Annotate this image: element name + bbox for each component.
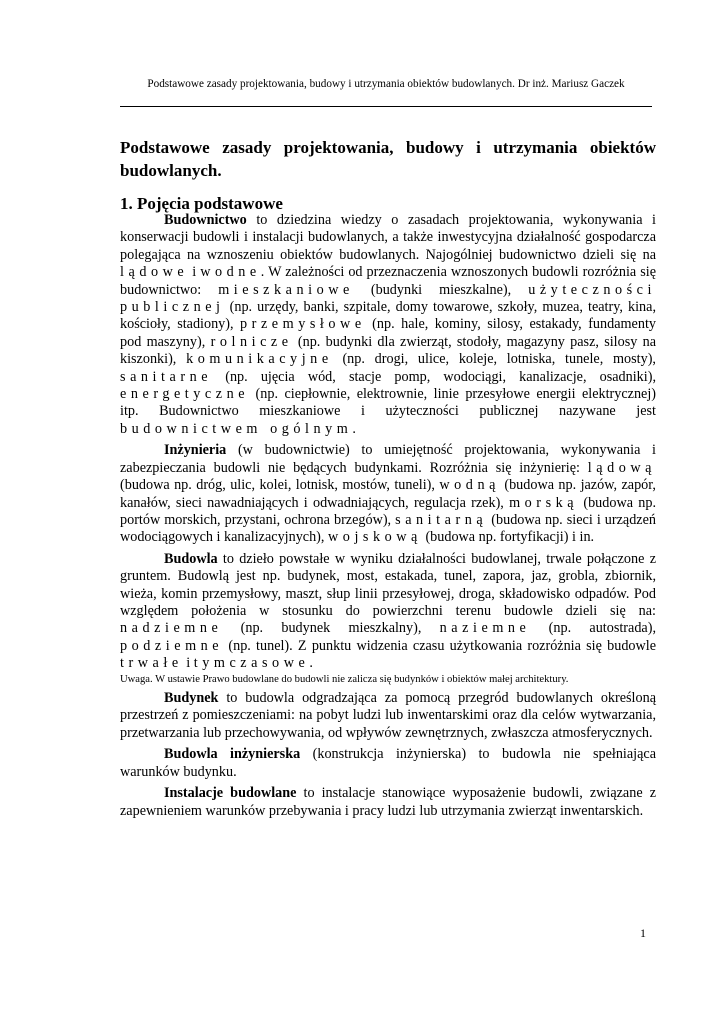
spaced-term: przemysłowe bbox=[240, 316, 366, 333]
spaced-term: wodną bbox=[439, 477, 500, 494]
spaced-term: naziemne bbox=[439, 620, 531, 637]
spaced-term: wodne bbox=[200, 264, 261, 281]
term-budowla: Budowla bbox=[164, 550, 218, 567]
spaced-term: energetyczne bbox=[120, 386, 250, 403]
spaced-term: lądową bbox=[587, 459, 656, 476]
spaced-term: nadziemne bbox=[120, 620, 223, 637]
term-inzynieria: Inżynieria bbox=[164, 442, 227, 459]
section-body bbox=[120, 212, 656, 820]
spaced-term: rolnicze bbox=[210, 333, 293, 350]
page-number: 1 bbox=[640, 926, 646, 940]
spaced-term: mieszkaniowe bbox=[218, 281, 354, 298]
running-header: Podstawowe zasady projektowania, budowy i utrzymania obiektów budowlanych. Dr inż. Mariusz Gaczek bbox=[147, 78, 625, 90]
paragraph-budowla-inzynierska: Budowla inżynierska (konstrukcja inżynierska) to budowla nie spełniająca warunków budynku. bbox=[120, 746, 656, 780]
document-title: Podstawowe zasady projektowania, budowy i utrzymania obiektów budowlanych. bbox=[120, 138, 656, 180]
spaced-term: lądowe bbox=[120, 264, 189, 281]
spaced-term: trwałe bbox=[120, 655, 183, 672]
spaced-term: budownictwem ogólnym bbox=[120, 420, 353, 437]
spaced-term: podziemne bbox=[120, 637, 224, 654]
spaced-term: sanitarne bbox=[120, 368, 213, 385]
spaced-term: tymczasowe bbox=[193, 655, 310, 672]
spaced-term: użyteczności publicznej bbox=[120, 281, 656, 316]
section-heading: 1. Pojęcia podstawowe bbox=[120, 194, 283, 213]
term-instalacje-budowlane: Instalacje budowlane bbox=[164, 785, 297, 802]
paragraph-budownictwo: Budownictwo to dziedzina wiedzy o zasadach projektowania, wykonywania i konserwacji budowli i instalacji budowlanych, a także inwestycyjna działalność gospodarcza polegająca na wznoszeniu obiektów budowlanych. Najogólniej budownictwo dzieli się na lądowe i wodne. W zależności od przeznaczenia wznoszonych budowli rozróżnia się budownictwo: mieszkaniowe (budynki mieszkalne), użyteczności publicznej (np. urzędy, banki, szpitale, domy towarowe, szkoły, muzea, teatry, kina, kościoły, stadiony), przemysłowe (np. hale, kominy, silosy, estakady, fundamenty pod maszyny), rolnicze (np. budynki dla zwierząt, stodoły, magazyny pasz, silosy na kiszonki), komunikacyjne (np. drogi, ulice, koleje, lotniska, tunele, mosty), sanitarne (np. ujęcia wód, stacje pomp, wodociągi, kanalizacje, osadniki), energetyczne (np. ciepłownie, elektrownie, linie przesyłowe energii elektrycznej) itp. Budownictwo mieszkaniowe i użyteczności publicznej nazywane jest budownictwem ogólnym. bbox=[120, 212, 656, 437]
spaced-term: sanitarną bbox=[395, 511, 488, 528]
term-budownictwo: Budownictwo bbox=[164, 212, 247, 228]
term-budynek: Budynek bbox=[164, 690, 219, 707]
note-text: Uwaga. W ustawie Prawo budowlane do budowli nie zalicza się budynków i obiektów małej architektury. bbox=[120, 673, 569, 685]
spaced-term: komunikacyjne bbox=[186, 351, 333, 368]
paragraph-budynek: Budynek to budowla odgradzająca za pomocą przegród budowlanych określoną przestrzeń z pomieszczeniami: na pobyt ludzi lub inwentarskimi oraz dla celów wytwarzania, przetwarzania lub przechowywania, od wpływów zewnętrznych, zwłaszcza atmosferycznych. bbox=[120, 690, 656, 741]
paragraph-budowla: Budowla to dzieło powstałe w wyniku działalności budowlanej, trwale połączone z gruntem. Budowlą jest np. budynek, most, estakada, tunel, zapora, jaz, grobla, zbiornik, wieża, komin przemysłowy, maszt, słup linii przesyłowej, droga, składowisko odpadów. Pod względem położenia w stosunku do powierzchni terenu budowle dzieli się na: nadziemne (np. budynek mieszkalny), naziemne (np. autostrada), podziemne (np. tunel). Z punktu widzenia czasu użytkowania rozróżnia się budowle trwałe i tymczasowe. bbox=[120, 550, 656, 672]
paragraph-inzynieria: Inżynieria (w budownictwie) to umiejętność projektowania, wykonywania i zabezpieczania budowli nie będących budynkami. Rozróżnia się inżynierię: lądową (budowa np. dróg, ulic, kolei, lotnisk, mostów, tuneli), wodną (budowa np. jazów, zapór, kanałów, sieci nawadniających i odwadniających, regulacja rzek), morską (budowa np. portów morskich, przystani, ochrona brzegów), sanitarną (budowa np. sieci i urządzeń wodociągowych i kanalizacyjnych), wojskową (budowa np. fortyfikacji) i in. bbox=[120, 442, 656, 546]
paragraph-instalacje-budowlane: Instalacje budowlane to instalacje stanowiące wyposażenie budowli, związane z zapewnieniem warunków przebywania i pracy ludzi lub utrzymania zwierząt inwentarskich. bbox=[120, 785, 656, 819]
spaced-term: wojskową bbox=[328, 529, 422, 546]
term-budowla-inzynierska: Budowla inżynierska bbox=[164, 746, 301, 763]
header-divider bbox=[120, 106, 652, 107]
spaced-term: morską bbox=[509, 494, 579, 511]
